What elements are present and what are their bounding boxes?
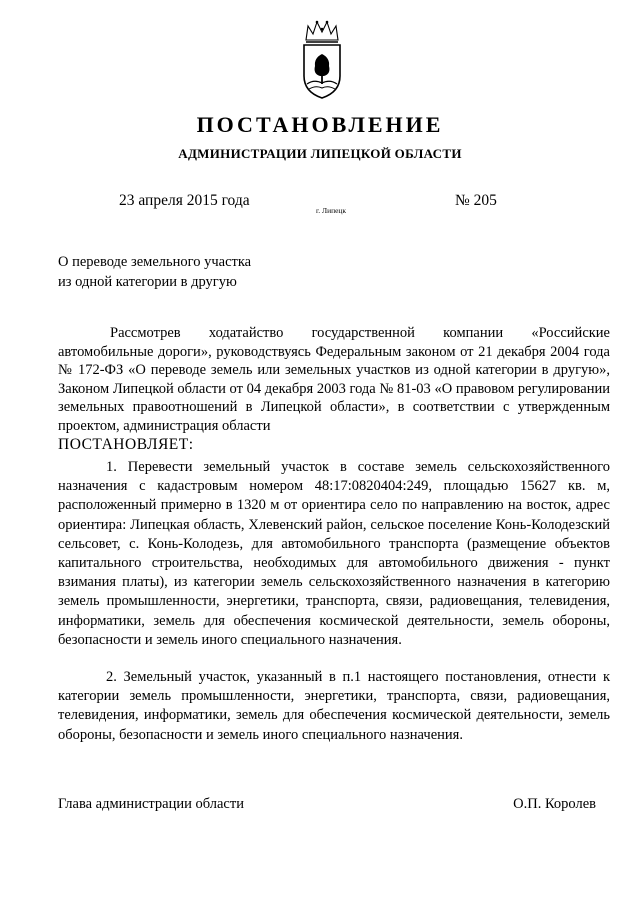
- signature-name: О.П. Королев: [513, 796, 596, 812]
- document-city: г. Липецк: [316, 206, 347, 215]
- coat-of-arms-icon: [300, 18, 344, 102]
- preamble-paragraph: Рассмотрев ходатайство государственной компании «Российские автомобильные дороги», руководствуясь Федеральным законом от 21 декабря 2004 года № 172-ФЗ «О переводе земель или земельных участков из одной категории в другую», Законом Липецкой области от 04 декабря 2003 года № 81-03 «О правовом регулировании земельных правоотношений в Липецкой области», в соответствии с утвержденным проектом, администрация области: [58, 325, 610, 434]
- subject-line-2: из одной категории в другую: [58, 274, 237, 290]
- subject-line-1: О переводе земельного участка: [58, 254, 252, 270]
- document-date: 23 апреля 2015 года: [119, 192, 250, 209]
- item-2-paragraph: 2. Земельный участок, указанный в п.1 настоящего постановления, отнести к категории земель промышленности, энергетики, транспорта, связи, радиовещания, телевидения, информатики, земель для обеспечения космической деятельности, земель обороны, безопасности и земель иного специального назначения.: [58, 669, 610, 743]
- document-title: ПОСТАНОВЛЕНИЕ: [196, 112, 444, 137]
- document-subtitle: АДМИНИСТРАЦИИ ЛИПЕЦКОЙ ОБЛАСТИ: [178, 146, 462, 161]
- item-1-paragraph: 1. Перевести земельный участок в составе земель сельскохозяйственного назначения с кадастровым номером 48:17:0820404:249, площадью 15627 кв. м, расположенный примерно в 1320 м от ориентира село по направлению на восток, адрес ориентира: Липецкая область, Хлевенский район, сельское поселение Конь-Колодезский сельсовет, с. Конь-Колодезь, для автомобильного транспорта (размещение объектов капитального строительства, необходимых для автомобильного движения - пункт взимания платы), из категории земель сельскохозяйственного назначения в категорию земель промышленности, энергетики, транспорта, связи, радиовещания, телевидения, информатики, земель для обеспечения космической деятельности, земель обороны, безопасности и земель иного специального назначения.: [58, 459, 610, 648]
- signature-position: Глава администрации области: [58, 796, 244, 812]
- document-number: № 205: [455, 192, 497, 209]
- decree-heading: ПОСТАНОВЛЯЕТ:: [58, 436, 194, 453]
- document-subject: [58, 252, 251, 292]
